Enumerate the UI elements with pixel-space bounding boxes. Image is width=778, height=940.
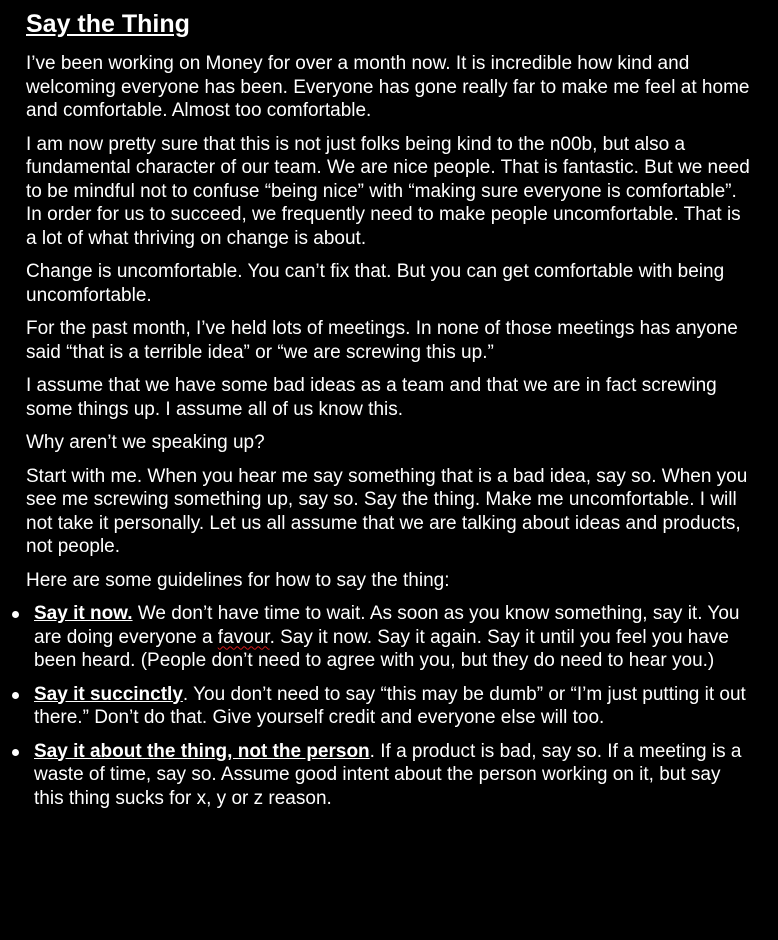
paragraph-meetings: For the past month, I’ve held lots of meetings. In none of those meetings has anyone said “that is a terrible idea” or “we are screwing this up.” [26,318,738,363]
guideline-item [26,740,754,811]
paragraph-change: Change is uncomfortable. You can’t fix that. But you can get comfortable with being uncomfortable. [26,261,725,306]
guideline-text: . Say it now. Say it again. Say it until you feel you have been heard. (People don’t need to agree with you, but they do need to hear you.) [34,626,729,671]
bullet-icon [12,692,19,699]
guideline-lead: Say it about the thing, not the person [34,740,370,762]
paragraph-intro: I’ve been working on Money for over a month now. It is incredible how kind and welcoming everyone has been. Everyone has gone really far to make me feel at home and comfortable. Almost too comfortable. [26,53,750,121]
bullet-icon [12,611,19,618]
paragraph-assumption: I assume that we have some bad ideas as a team and that we are in fact screwing some things up. I assume all of us know this. [26,375,717,420]
paragraph-question: Why aren’t we speaking up? [26,432,265,453]
guideline-lead: Say it now. [34,603,133,624]
spellcheck-flagged-word: favour [217,626,270,648]
guideline-item [26,683,754,730]
paragraph-team-character: I am now pretty sure that this is not just folks being kind to the n00b, but also a fundamental character of our team. We are nice people. That is fantastic. But we need to be mindful not to confuse “being nice” with “making sure everyone is comfortable”. In order for us to succeed, we frequently need to make people uncomfortable. That is a lot of what thriving on change is about. [26,133,750,249]
guideline-text: We don’t have time to wait. As soon as you know something, say it. You are doing everyone a [34,603,740,648]
document-title: Say the Thing [26,10,190,38]
paragraph-start-with-me: Start with me. When you hear me say something that is a bad idea, say so. When you see me screwing something up, say so. Say the thing. Make me uncomfortable. I will not take it personally. Let us all assume that we are talking about ideas and products, not people. [26,465,748,557]
guideline-text: . You don’t need to say “this may be dumb” or “I’m just putting it out there.” Don’t do that. Give yourself credit and everyone else will too. [34,683,746,728]
guideline-item [26,602,754,673]
guideline-text: . If a product is bad, say so. If a meeting is a waste of time, say so. Assume good intent about the person working on it, but say this thing sucks for x, y or z reason. [34,740,742,809]
paragraph-guidelines-intro: Here are some guidelines for how to say the thing: [26,569,450,591]
guideline-lead: Say it succinctly [34,683,183,705]
bullet-icon [12,749,19,756]
guidelines-list [26,602,754,810]
